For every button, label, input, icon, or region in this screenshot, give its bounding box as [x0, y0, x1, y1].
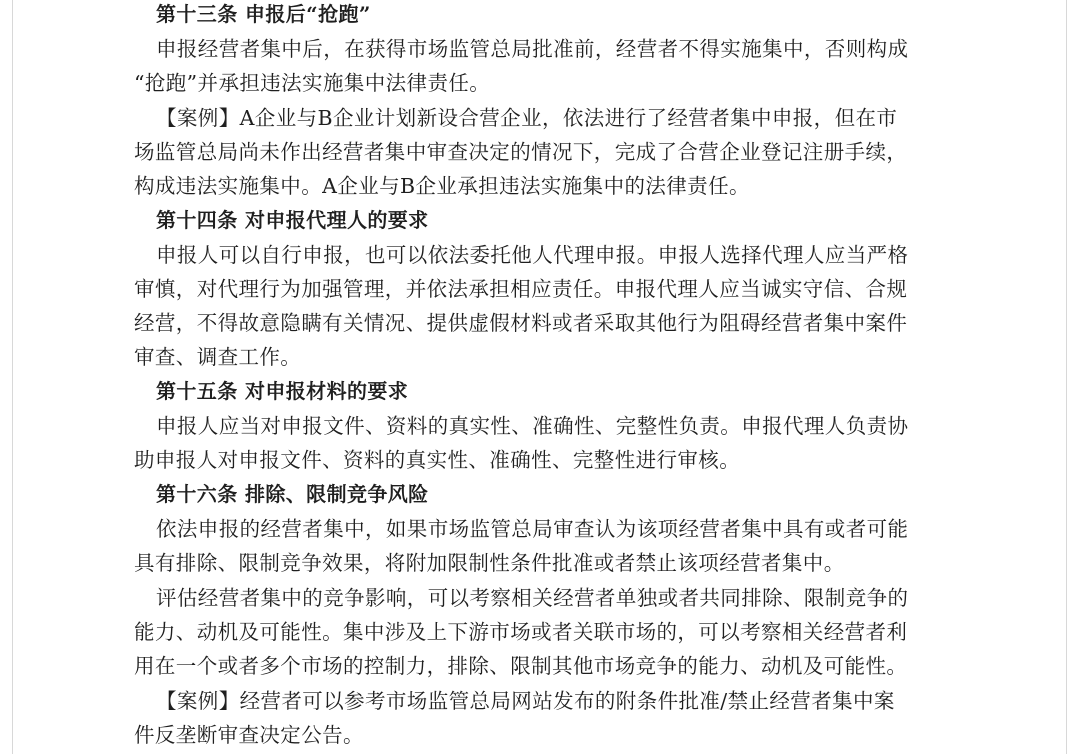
paragraph-line: 审慎，对代理行为加强管理，并依法承担相应责任。申报代理人应当诚实守信、合规: [134, 277, 908, 301]
paragraph-line: 申报人应当对申报文件、资料的真实性、准确性、完整性负责。申报代理人负责协: [156, 414, 909, 438]
paragraph-line: 能力、动机及可能性。集中涉及上下游市场或者关联市场的，可以考察相关经营者利: [134, 620, 908, 644]
paragraph-line: 【案例】A企业与B企业计划新设合营企业，依法进行了经营者集中申报，但在市: [156, 106, 898, 130]
paragraph-line: 依法申报的经营者集中，如果市场监管总局审查认为该项经营者集中具有或者可能: [156, 517, 909, 541]
article-16-heading: 第十六条 排除、限制竞争风险: [156, 482, 429, 506]
paragraph-line: 【案例】经营者可以参考市场监管总局网站发布的附条件批准/禁止经营者集中案: [156, 689, 895, 713]
paragraph-line: 用在一个或者多个市场的控制力，排除、限制其他市场竞争的能力、动机及可能性。: [134, 654, 908, 678]
paragraph-line: 场监管总局尚未作出经营者集中审查决定的情况下，完成了合营企业登记注册手续，: [134, 140, 908, 164]
paragraph-line: 审查、调查工作。: [134, 345, 302, 369]
paragraph-line: 具有排除、限制竞争效果，将附加限制性条件批准或者禁止该项经营者集中。: [134, 551, 845, 575]
paragraph-line: “抢跑”并承担违法实施集中法律责任。: [134, 71, 491, 95]
paragraph-line: 助申报人对申报文件、资料的真实性、准确性、完整性进行审核。: [134, 448, 741, 472]
article-14-heading: 第十四条 对申报代理人的要求: [156, 208, 429, 232]
page-border-right: [1066, 0, 1067, 754]
paragraph-line: 构成违法实施集中。A企业与B企业承担违法实施集中的法律责任。: [134, 174, 750, 198]
paragraph-line: 申报人可以自行申报，也可以依法委托他人代理申报。申报人选择代理人应当严格: [156, 243, 909, 267]
article-13-heading: 第十三条 申报后“抢跑”: [156, 2, 371, 26]
paragraph-line: 件反垄断审查决定公告。: [134, 723, 364, 747]
page-border-left: [12, 0, 13, 754]
article-15-heading: 第十五条 对申报材料的要求: [156, 379, 409, 403]
paragraph-line: 评估经营者集中的竞争影响，可以考察相关经营者单独或者共同排除、限制竞争的: [156, 586, 909, 610]
paragraph-line: 申报经营者集中后，在获得市场监管总局批准前，经营者不得实施集中，否则构成: [156, 37, 909, 61]
paragraph-line: 经营，不得故意隐瞒有关情况、提供虚假材料或者采取其他行为阻碍经营者集中案件: [134, 311, 908, 335]
